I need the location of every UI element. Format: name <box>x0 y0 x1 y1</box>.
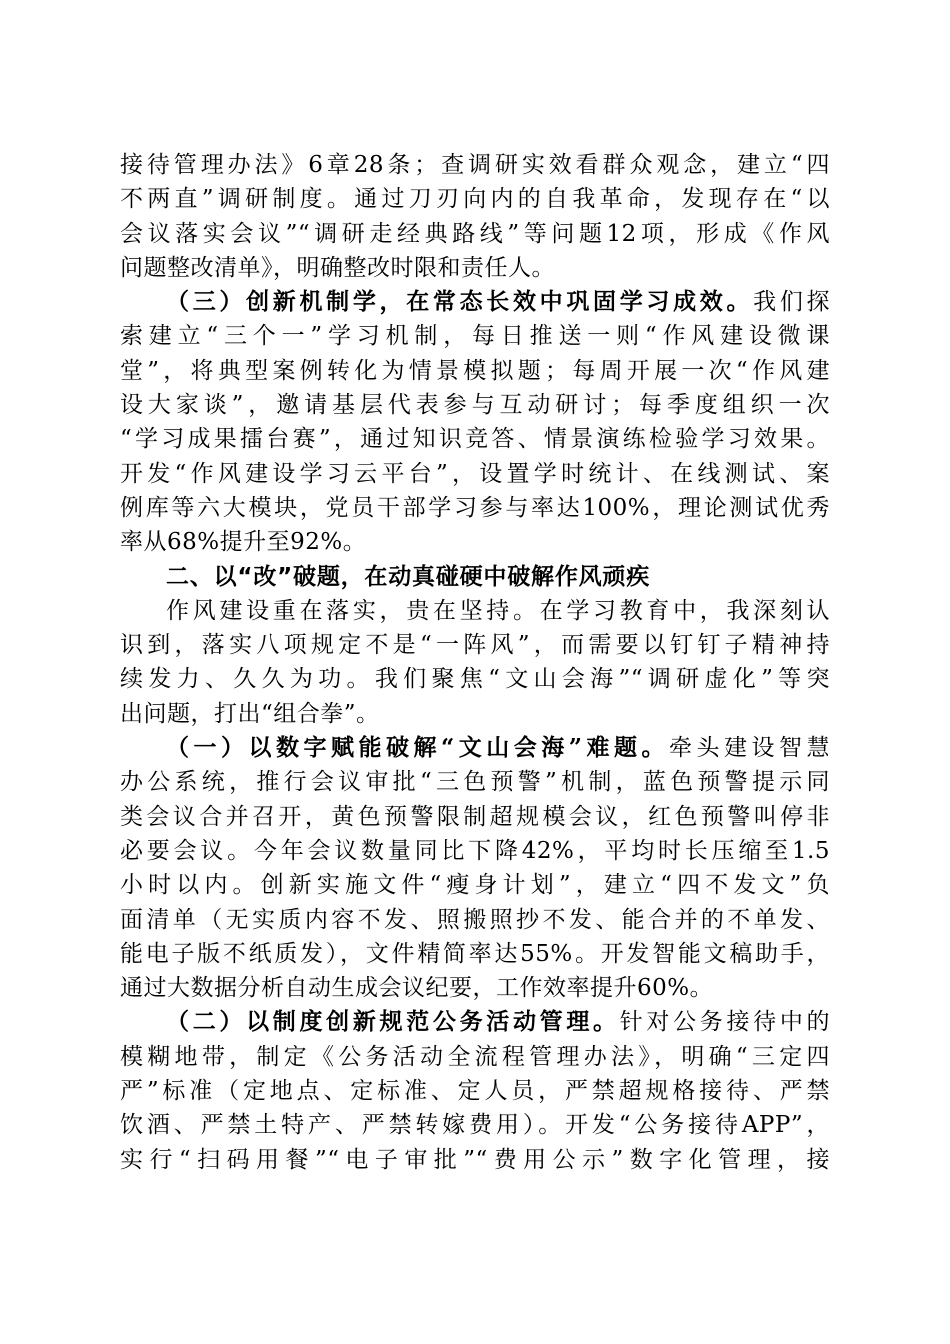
section-lead: （一）以数字赋能破解“文山会海”难题。 <box>166 734 669 762</box>
text-line: “学习成果擂台赛”，通过知识竞答、情景演练检验学习效果。 <box>120 426 830 453</box>
text-line: 接待管理办法》6章28条；查调研实效看群众观念，建立“四 <box>120 152 830 178</box>
text-line: 办公系统，推行会议审批“三色预警”机制，蓝色预警提示同 <box>120 769 830 796</box>
text-line: 开发“作风建设学习云平台”，设置学时统计、在线测试、案 <box>120 460 830 487</box>
section-lead: （三）创新机制学，在常态长效中巩固学习成效。 <box>166 288 754 316</box>
text-line: 堂”，将典型案例转化为情景模拟题；每周开展一次“作风建 <box>120 357 830 384</box>
text-fragment: 牵头建设智慧 <box>668 735 830 762</box>
section-heading <box>120 560 830 594</box>
paragraph-digital-empowerment <box>120 731 830 1005</box>
text-line: 实行“扫码用餐”“电子审批”“费用公示”数字化管理，接 <box>120 1146 830 1173</box>
text-line: 出问题，打出“组合拳”。 <box>120 700 380 727</box>
section-lead: （二）以制度创新规范公务活动管理。 <box>166 1008 620 1036</box>
paragraph-implementation <box>120 594 830 731</box>
text-line: 能电子版不纸质发），文件精简率达55%。开发智能文稿助手， <box>120 940 830 967</box>
text-line: 模糊地带，制定《公务活动全流程管理办法》，明确“三定四 <box>120 1043 830 1070</box>
paragraph-institutional-innovation <box>120 1005 830 1176</box>
text-line <box>120 285 830 319</box>
paragraph-reception-rules <box>120 148 830 285</box>
text-fragment: 我们探 <box>753 289 830 316</box>
text-line: 续发力、久久为功。我们聚焦“文山会海”“调研虚化”等突 <box>120 666 830 693</box>
paragraph-innovation-mechanism <box>120 285 830 559</box>
text-line: 类会议合并召开，黄色预警限制超规模会议，红色预警叫停非 <box>120 803 830 830</box>
text-line: 通过大数据分析自动生成会议纪要，工作效率提升60%。 <box>120 975 714 1002</box>
text-line: 小时以内。创新实施文件“瘦身计划”，建立“四不发文”负 <box>120 872 830 899</box>
text-line <box>120 731 830 765</box>
text-line: 例库等六大模块，党员干部学习参与率达100%，理论测试优秀 <box>120 494 830 521</box>
heading-text: 二、以“改”破题，在动真碰硬中破解作风顽疾 <box>166 563 651 590</box>
text-line: 面清单（无实质内容不发、照搬照抄不发、能合并的不单发、 <box>120 906 830 933</box>
text-line: 不两直”调研制度。通过刀刃向内的自我革命，发现存在“以 <box>120 186 830 213</box>
text-line: 识到，落实八项规定不是“一阵风”，而需要以钉钉子精神持 <box>120 632 830 659</box>
text-line: 严”标准（定地点、定标准、定人员，严禁超规格接待、严禁 <box>120 1078 830 1105</box>
text-fragment: 针对公务接待中的 <box>619 1009 830 1036</box>
text-line: 作风建设重在落实，贵在坚持。在学习教育中，我深刻认 <box>166 597 830 624</box>
document-body <box>120 148 830 1177</box>
text-line: 问题整改清单》，明确整改时限和责任人。 <box>120 254 555 281</box>
text-line: 会议落实会议”“调研走经典路线”等问题12项，形成《作风 <box>120 220 830 247</box>
text-line: 饮酒、严禁土特产、严禁转嫁费用）。开发“公务接待APP”， <box>120 1112 830 1139</box>
text-line: 率从68%提升至92%。 <box>120 529 367 556</box>
text-line: 索建立“三个一”学习机制，每日推送一则“作风建设微课 <box>120 323 830 350</box>
text-line <box>120 1005 830 1039</box>
text-line: 设大家谈”，邀请基层代表参与互动研讨；每季度组织一次 <box>120 392 830 419</box>
text-line: 必要会议。今年会议数量同比下降42%，平均时长压缩至1.5 <box>120 837 830 864</box>
